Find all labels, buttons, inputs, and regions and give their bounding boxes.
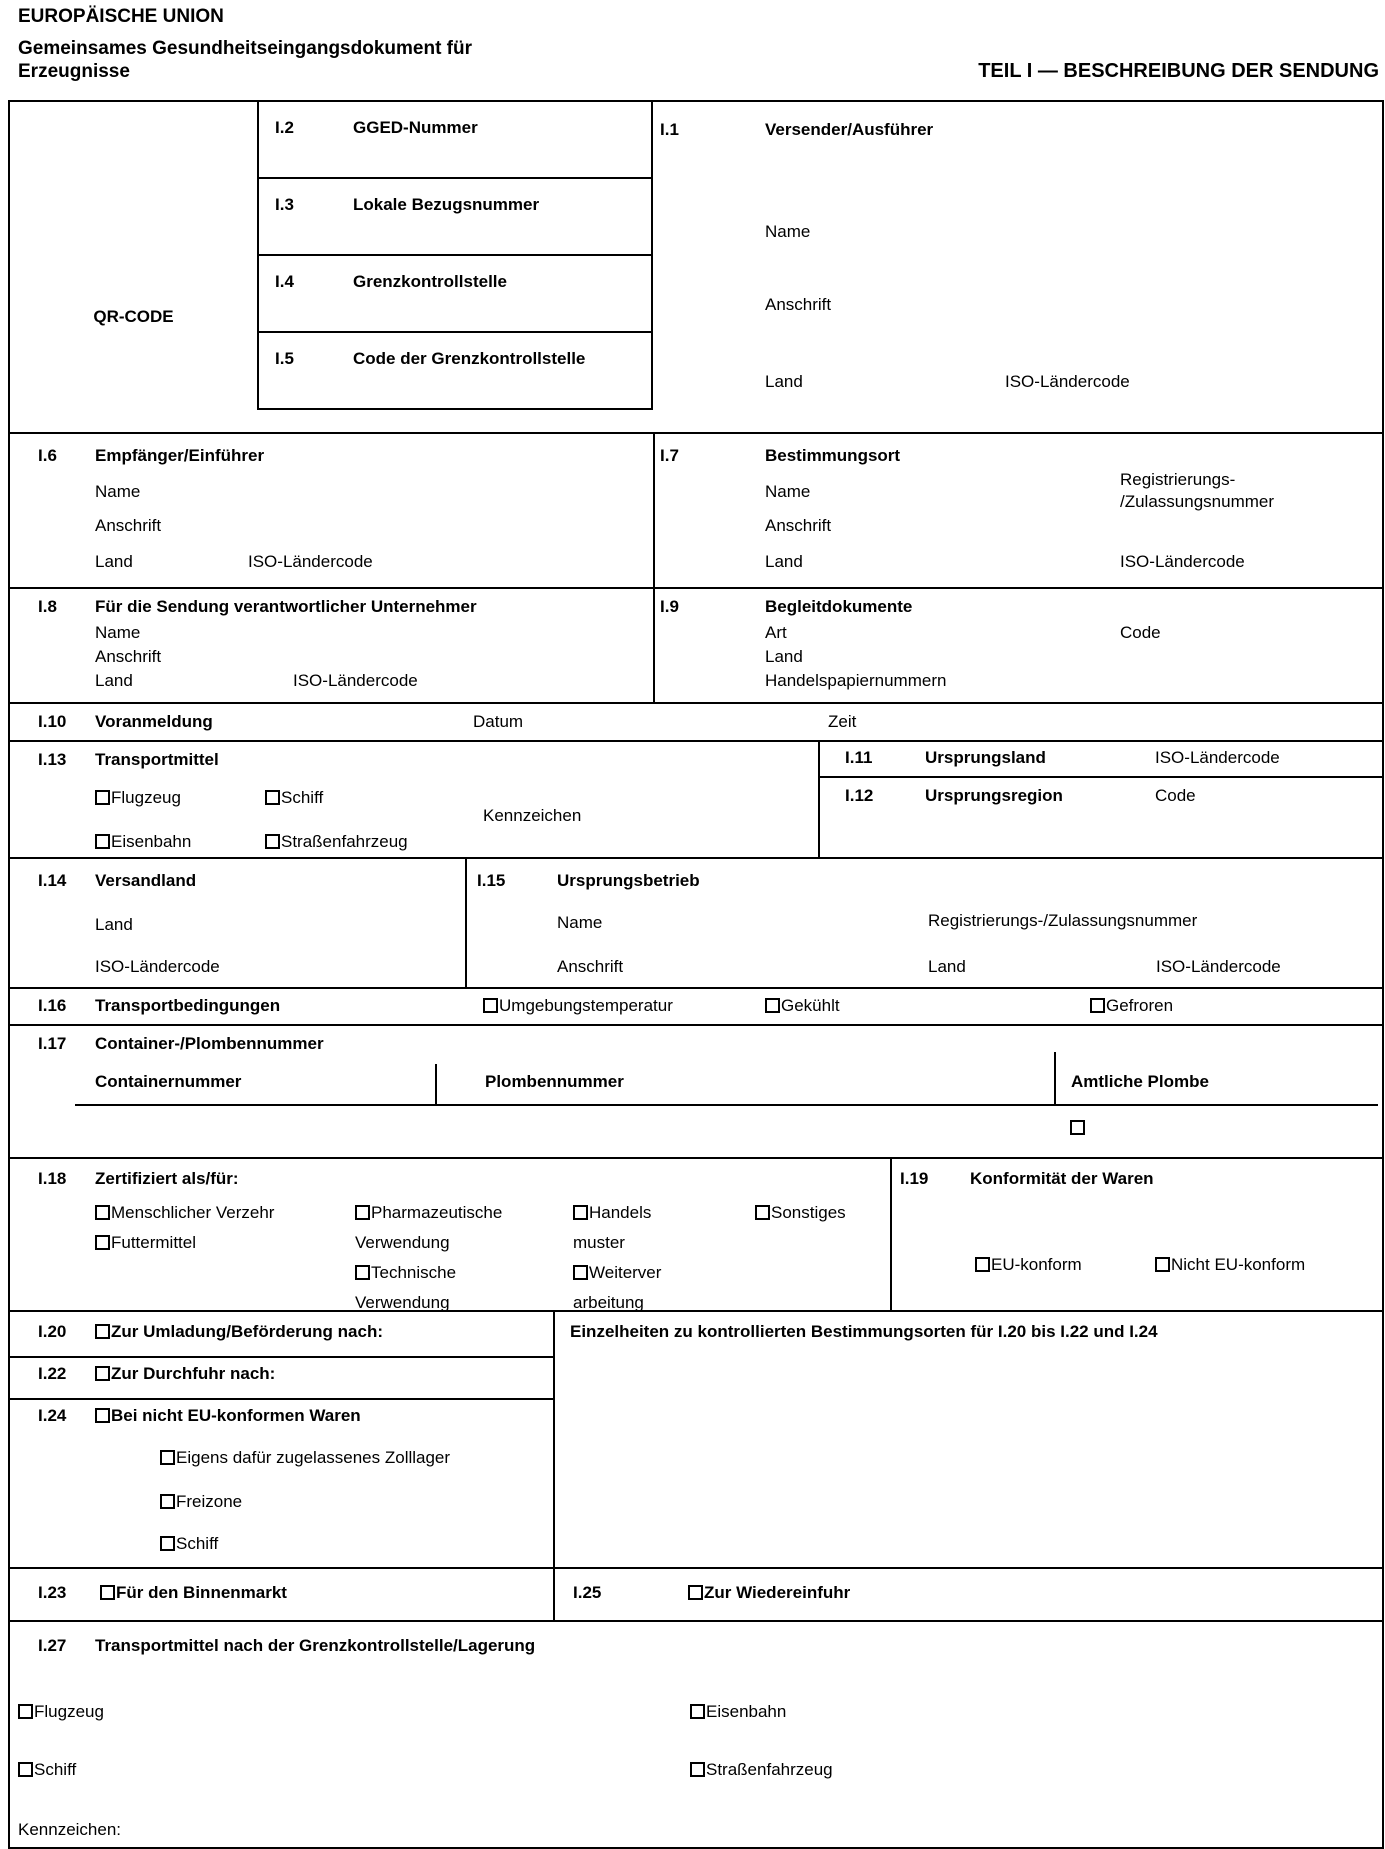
row-i20-i22-i24 — [10, 1310, 1382, 1567]
box-i7-iso-label: ISO-Ländercode — [1120, 552, 1245, 571]
checkbox-i16-gekuehlt[interactable] — [765, 998, 780, 1013]
box-i6-address-label: Anschrift — [95, 516, 162, 535]
checkbox-i24-nicht-eu-konform[interactable] — [95, 1408, 110, 1423]
checkbox-i16-gefroren[interactable] — [1090, 998, 1105, 1013]
option-i13-flugzeug — [95, 788, 181, 808]
option-label: Straßenfahrzeug — [281, 832, 408, 851]
box-i6-title: Empfänger/Einführer — [95, 446, 265, 465]
box-i15-country-label: Land — [928, 957, 966, 976]
option-i18-handelsmuster — [573, 1203, 651, 1223]
option-i17-official-seal — [1070, 1118, 1086, 1138]
option-label: Straßenfahrzeug — [706, 1760, 833, 1779]
checkbox-i16-umgebungstemperatur[interactable] — [483, 998, 498, 1013]
checkbox-i13-schiff[interactable] — [265, 790, 280, 805]
box-i7-registration-label-line2: /Zulassungsnummer — [1120, 492, 1275, 511]
box-i19-number: I.19 — [900, 1169, 929, 1188]
checkbox-i24-zolllager[interactable] — [160, 1450, 175, 1465]
box-i8-iso-label: ISO-Ländercode — [293, 671, 418, 690]
row-qr-i1 — [10, 102, 1382, 432]
box-i27-title: Transportmittel nach der Grenzkontrollstelle/Lagerung — [95, 1636, 536, 1655]
box-i15-name-label: Name — [557, 913, 603, 932]
box-i19-title: Konformität der Waren — [970, 1169, 1154, 1188]
option-i24-schiff — [160, 1534, 218, 1554]
box-i15-title: Ursprungsbetrieb — [557, 871, 700, 890]
checkbox-i18-futtermittel[interactable] — [95, 1235, 110, 1250]
option-i16-gekuehlt — [765, 996, 840, 1016]
box-i1-title: Versender/Ausführer — [765, 120, 934, 139]
option-label: Futtermittel — [111, 1233, 197, 1252]
row-i27 — [10, 1620, 1382, 1843]
option-label: Pharmazeutische — [371, 1203, 503, 1222]
option-i13-schiff — [265, 788, 323, 808]
box-i25-number: I.25 — [573, 1583, 602, 1602]
box-i17-title: Container-/Plombennummer — [95, 1034, 324, 1053]
box-i15-number: I.15 — [477, 871, 506, 890]
box-i10-title: Voranmeldung — [95, 712, 213, 731]
box-i5 — [259, 333, 651, 410]
box-i1-country-label: Land — [765, 372, 803, 391]
divider — [653, 434, 655, 587]
option-i24 — [95, 1406, 361, 1426]
box-i8-name-label: Name — [95, 623, 141, 642]
box-i1-iso-label: ISO-Ländercode — [1005, 372, 1130, 391]
checkbox-i19-nicht-eu-konform[interactable] — [1155, 1257, 1170, 1272]
box-i8-number: I.8 — [38, 597, 57, 616]
checkbox-i27-schiff[interactable] — [18, 1762, 33, 1777]
option-label: Eisenbahn — [111, 832, 192, 851]
option-i18-menschlicher-verzehr — [95, 1203, 274, 1223]
box-i3 — [259, 179, 651, 256]
reference-boxes-column — [257, 102, 653, 410]
box-i6-name-label: Name — [95, 482, 141, 501]
option-label: Flugzeug — [111, 788, 181, 807]
row-i14-i15 — [10, 857, 1382, 987]
option-i24-freizone — [160, 1492, 242, 1512]
checkbox-i13-eisenbahn[interactable] — [95, 834, 110, 849]
option-i27-flugzeug — [18, 1702, 104, 1722]
option-label: Gekühlt — [781, 996, 840, 1015]
box-i9-code-label: Code — [1120, 623, 1161, 642]
option-i13-strassenfahrzeug — [265, 832, 408, 852]
box-i8-country-label: Land — [95, 671, 133, 690]
box-i18-number: I.18 — [38, 1169, 67, 1188]
part-one-heading: TEIL I — BESCHREIBUNG DER SENDUNG — [978, 60, 1379, 82]
checkbox-i24-freizone[interactable] — [160, 1494, 175, 1509]
row-i8-i9 — [10, 587, 1382, 702]
document-title-line2: Erzeugnisse — [18, 61, 130, 82]
divider — [1054, 1052, 1056, 1106]
box-i6-country-label: Land — [95, 552, 133, 571]
option-i18-handelsmuster-line2: muster — [573, 1233, 625, 1252]
box-i10-number: I.10 — [38, 712, 67, 731]
box-i4 — [259, 256, 651, 333]
box-i9-country-label: Land — [765, 647, 803, 666]
row-i16 — [10, 987, 1382, 1024]
divider — [818, 776, 1382, 778]
box-i27-number: I.27 — [38, 1636, 67, 1655]
box-i27-id-label: Kennzeichen: — [18, 1820, 122, 1839]
divider — [653, 589, 655, 702]
row-i10 — [10, 702, 1382, 740]
box-i8-address-label: Anschrift — [95, 647, 162, 666]
option-i18-pharmazeutische — [355, 1203, 502, 1223]
checkbox-i18-sonstiges[interactable] — [755, 1205, 770, 1220]
box-i7-registration-label-line1: Registrierungs- — [1120, 470, 1236, 489]
option-label: Sonstiges — [771, 1203, 846, 1222]
box-i2-number: I.2 — [275, 118, 294, 137]
checkbox-i17-official-seal[interactable] — [1070, 1120, 1085, 1135]
box-i16-number: I.16 — [38, 996, 67, 1015]
option-label: Schiff — [176, 1534, 219, 1553]
box-i15-registration-label: Registrierungs-/Zulassungsnummer — [928, 911, 1198, 930]
checkbox-i24-schiff[interactable] — [160, 1536, 175, 1551]
option-label: Nicht EU-konform — [1171, 1255, 1306, 1274]
checkbox-i25-wiedereinfuhr[interactable] — [688, 1585, 703, 1600]
option-label: Handels — [589, 1203, 652, 1222]
checkbox-i20-umladung[interactable] — [95, 1324, 110, 1339]
box-i20-number: I.20 — [38, 1322, 67, 1341]
option-i18-weiterverarbeitung-line2: arbeitung — [573, 1293, 644, 1312]
box-i1-number: I.1 — [660, 120, 679, 139]
row-i18-i19 — [10, 1157, 1382, 1310]
box-i9-type-label: Art — [765, 623, 787, 642]
box-i6-iso-label: ISO-Ländercode — [248, 552, 373, 571]
checkbox-i18-handelsmuster[interactable] — [573, 1205, 588, 1220]
box-i5-title: Code der Grenzkontrollstelle — [353, 349, 586, 368]
document-title-line1: Gemeinsames Gesundheitseingangsdokument für — [18, 38, 472, 59]
option-i18-sonstiges — [755, 1203, 846, 1223]
option-i27-strassenfahrzeug — [690, 1760, 833, 1780]
row-i6-i7 — [10, 432, 1382, 587]
option-i24-zolllager — [160, 1448, 450, 1468]
checkbox-i22-durchfuhr[interactable] — [95, 1366, 110, 1381]
box-i4-number: I.4 — [275, 272, 294, 291]
option-label: EU-konform — [991, 1255, 1082, 1274]
divider — [818, 742, 820, 857]
underline — [75, 1104, 1378, 1106]
option-i16-gefroren — [1090, 996, 1173, 1016]
box-i1-address-label: Anschrift — [765, 295, 832, 314]
option-label: Weiterver — [589, 1263, 662, 1282]
box-i10-time-label: Zeit — [828, 712, 857, 731]
option-i13-eisenbahn — [95, 832, 191, 852]
box-i5-number: I.5 — [275, 349, 294, 368]
divider — [553, 1569, 555, 1620]
box-i17-official-seal-label: Amtliche Plombe — [1071, 1072, 1209, 1091]
box-i11-iso-label: ISO-Ländercode — [1155, 748, 1280, 767]
union-heading: EUROPÄISCHE UNION — [18, 6, 224, 27]
box-i11-number: I.11 — [845, 748, 873, 767]
box-i13-id-label: Kennzeichen — [483, 806, 582, 825]
checkbox-i18-weiterverarbeitung[interactable] — [573, 1265, 588, 1280]
option-label: Für den Binnenmarkt — [116, 1583, 287, 1602]
row-i13-i11-i12 — [10, 740, 1382, 857]
box-i7-name-label: Name — [765, 482, 811, 501]
checkbox-i18-technische[interactable] — [355, 1265, 370, 1280]
box-i10-date-label: Datum — [473, 712, 524, 731]
box-i15-address-label: Anschrift — [557, 957, 624, 976]
option-label: Zur Durchfuhr nach: — [111, 1364, 276, 1383]
box-i1-name-label: Name — [765, 222, 811, 241]
option-i18-futtermittel — [95, 1233, 196, 1253]
option-i20 — [95, 1322, 383, 1342]
box-i13-title: Transportmittel — [95, 750, 219, 769]
option-label: Flugzeug — [34, 1702, 104, 1721]
checkbox-i27-strassenfahrzeug[interactable] — [690, 1762, 705, 1777]
box-i11-title: Ursprungsland — [925, 748, 1046, 767]
option-label: Schiff — [281, 788, 324, 807]
controlled-destinations-note: Einzelheiten zu kontrollierten Bestimmungsorten für I.20 bis I.22 und I.24 — [570, 1322, 1158, 1341]
divider — [435, 1064, 437, 1106]
divider — [890, 1159, 892, 1310]
box-i9-title: Begleitdokumente — [765, 597, 913, 616]
box-i8-title: Für die Sendung verantwortlicher Unternehmer — [95, 597, 477, 616]
box-i14-iso-label: ISO-Ländercode — [95, 957, 220, 976]
box-i16-title: Transportbedingungen — [95, 996, 281, 1015]
divider — [10, 1398, 553, 1400]
checkbox-i23-binnenmarkt[interactable] — [100, 1585, 115, 1600]
box-i3-title: Lokale Bezugsnummer — [353, 195, 540, 214]
box-i9-number: I.9 — [660, 597, 679, 616]
option-i19-nicht-eu-konform — [1155, 1255, 1305, 1275]
option-label: Bei nicht EU-konformen Waren — [111, 1406, 361, 1425]
box-i22-number: I.22 — [38, 1364, 67, 1383]
box-i12-title: Ursprungsregion — [925, 786, 1063, 805]
option-i27-eisenbahn — [690, 1702, 786, 1722]
option-i23 — [100, 1583, 287, 1603]
option-label: Zur Umladung/Beförderung nach: — [111, 1322, 383, 1341]
option-label: Technische — [371, 1263, 457, 1282]
option-label: Freizone — [176, 1492, 243, 1511]
checkbox-i13-flugzeug[interactable] — [95, 790, 110, 805]
option-i18-technische-line2: Verwendung — [355, 1293, 450, 1312]
checkbox-i19-eu-konform[interactable] — [975, 1257, 990, 1272]
box-i17-seal-label: Plombennummer — [485, 1072, 624, 1091]
box-i3-number: I.3 — [275, 195, 294, 214]
option-i22 — [95, 1364, 275, 1384]
form-table — [8, 100, 1384, 1849]
option-i25 — [688, 1583, 850, 1603]
box-i14-title: Versandland — [95, 871, 197, 890]
box-i12-code-label: Code — [1155, 786, 1196, 805]
checkbox-i27-eisenbahn[interactable] — [690, 1704, 705, 1719]
box-i23-number: I.23 — [38, 1583, 67, 1602]
box-i7-address-label: Anschrift — [765, 516, 832, 535]
box-i24-number: I.24 — [38, 1406, 67, 1425]
box-i17-number: I.17 — [38, 1034, 67, 1053]
box-i13-number: I.13 — [38, 750, 67, 769]
divider — [553, 1312, 555, 1567]
box-i14-number: I.14 — [38, 871, 67, 890]
row-i23-i25 — [10, 1567, 1382, 1620]
option-label: Schiff — [34, 1760, 77, 1779]
box-i7-title: Bestimmungsort — [765, 446, 901, 465]
box-i9-trade-doc-label: Handelspapiernummern — [765, 671, 947, 690]
option-label: Umgebungstemperatur — [499, 996, 673, 1015]
box-i7-country-label: Land — [765, 552, 803, 571]
divider — [10, 1356, 553, 1358]
box-i6-number: I.6 — [38, 446, 57, 465]
box-i17-container-label: Containernummer — [95, 1072, 242, 1091]
option-i19-eu-konform — [975, 1255, 1082, 1275]
option-label: Eigens dafür zugelassenes Zolllager — [176, 1448, 451, 1467]
checkbox-i13-strassenfahrzeug[interactable] — [265, 834, 280, 849]
box-i18-title: Zertifiziert als/für: — [95, 1169, 239, 1188]
option-label: Gefroren — [1106, 996, 1174, 1015]
box-i2-title: GGED-Nummer — [353, 118, 478, 137]
checkbox-i27-flugzeug[interactable] — [18, 1704, 33, 1719]
box-i2 — [259, 102, 651, 179]
option-label: Eisenbahn — [706, 1702, 787, 1721]
qr-code-placeholder: QR-CODE — [93, 307, 174, 326]
option-label: Menschlicher Verzehr — [111, 1203, 275, 1222]
box-i15-iso-label: ISO-Ländercode — [1156, 957, 1281, 976]
option-label: Zur Wiedereinfuhr — [704, 1583, 851, 1602]
box-i7-number: I.7 — [660, 446, 679, 465]
divider — [465, 859, 467, 987]
box-i12-number: I.12 — [845, 786, 874, 805]
option-i18-pharmazeutische-line2: Verwendung — [355, 1233, 450, 1252]
checkbox-i18-menschlicher-verzehr[interactable] — [95, 1205, 110, 1220]
option-i16-umgebungstemperatur — [483, 996, 673, 1016]
box-i14-country-label: Land — [95, 915, 133, 934]
checkbox-i18-pharmazeutische[interactable] — [355, 1205, 370, 1220]
option-i18-technische — [355, 1263, 456, 1283]
option-i18-weiterverarbeitung — [573, 1263, 661, 1283]
row-i17 — [10, 1024, 1382, 1157]
box-i4-title: Grenzkontrollstelle — [353, 272, 507, 291]
option-i27-schiff — [18, 1760, 76, 1780]
